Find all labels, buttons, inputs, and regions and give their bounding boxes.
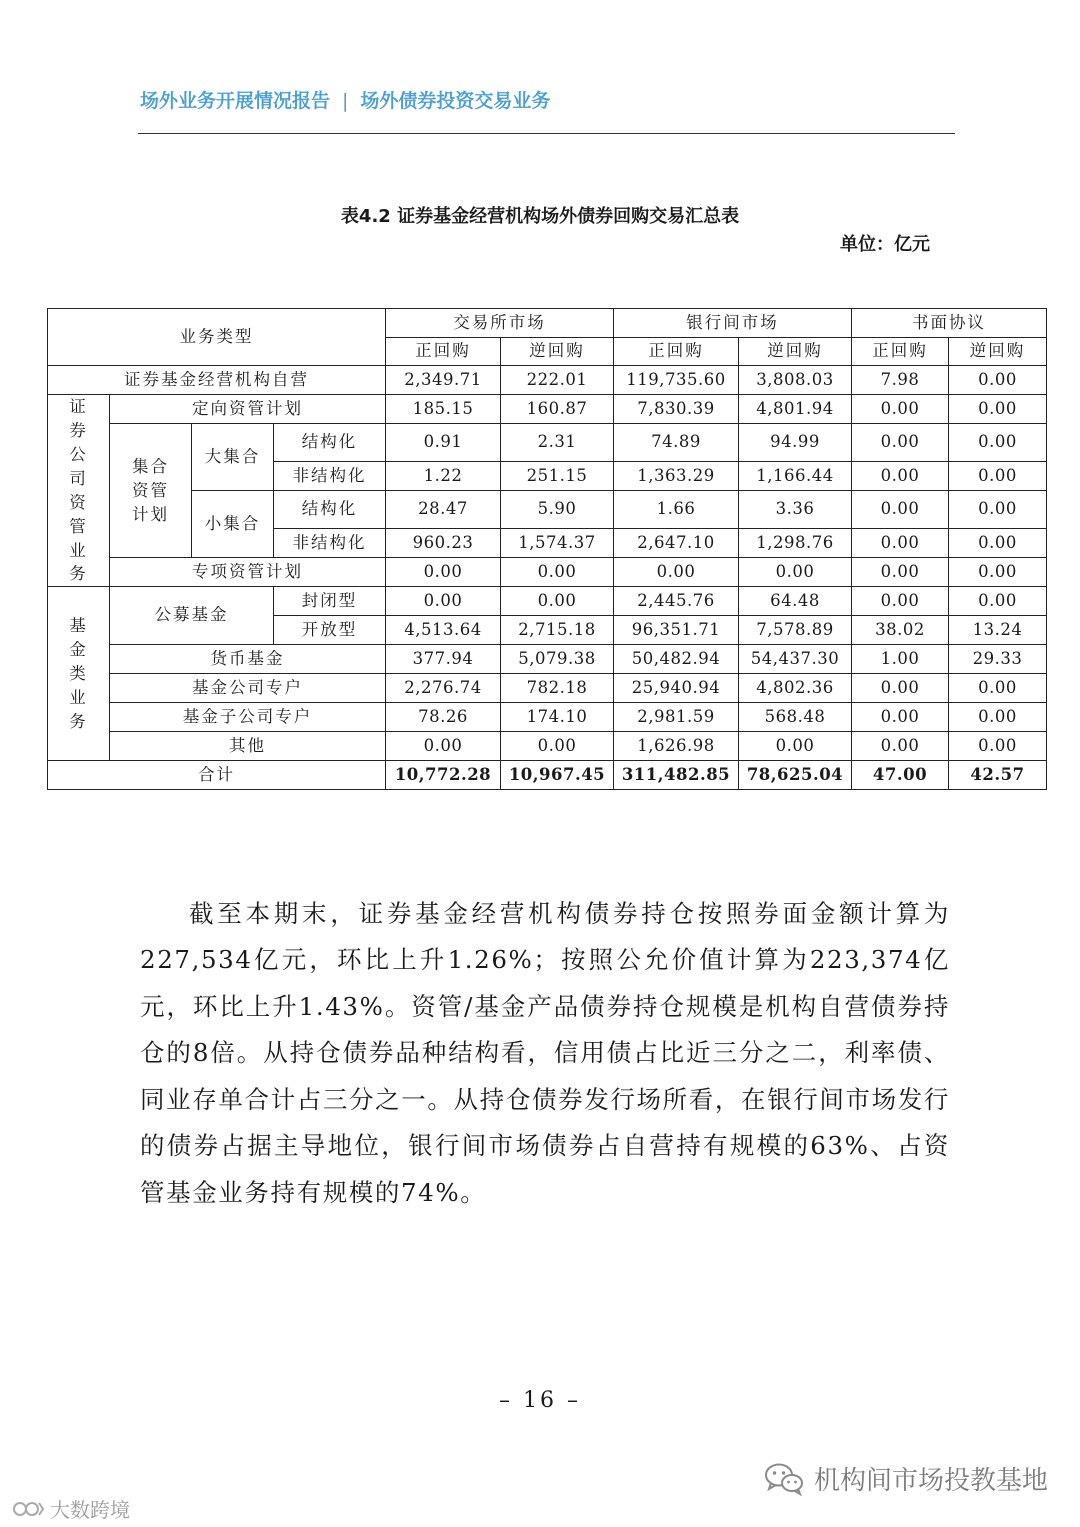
row-label: 其他 bbox=[110, 732, 386, 761]
header-rule bbox=[138, 133, 955, 134]
cell-value: 4,513.64 bbox=[386, 616, 501, 645]
section-fund-business-label: 基金类业务 bbox=[69, 616, 88, 731]
total-value: 10,967.45 bbox=[501, 761, 614, 790]
cell-value: 28.47 bbox=[386, 491, 501, 529]
table-title: 表4.2 证券基金经营机构场外债券回购交易汇总表 bbox=[340, 206, 740, 227]
cell-value: 160.87 bbox=[501, 395, 614, 424]
cell-value: 0.00 bbox=[949, 732, 1047, 761]
cell-value: 2,647.10 bbox=[614, 529, 739, 558]
subheader-reverse-repo: 逆回购 bbox=[739, 338, 852, 366]
cell-value: 0.00 bbox=[949, 395, 1047, 424]
cell-value: 0.00 bbox=[949, 366, 1047, 395]
cell-value: 0.00 bbox=[852, 558, 949, 587]
repo-summary-table bbox=[47, 308, 1047, 790]
header-right: 场外债券投资交易业务 bbox=[360, 90, 551, 112]
cell-value: 0.00 bbox=[949, 462, 1047, 491]
cell-value: 38.02 bbox=[852, 616, 949, 645]
cell-value: 29.33 bbox=[949, 645, 1047, 674]
cell-value: 2,715.18 bbox=[501, 616, 614, 645]
row-label: 结构化 bbox=[274, 491, 386, 529]
header-exchange-market: 交易所市场 bbox=[386, 309, 614, 338]
cell-value: 0.00 bbox=[852, 424, 949, 462]
cell-value: 3.36 bbox=[739, 491, 852, 529]
page-number: – 16 – bbox=[499, 1388, 581, 1413]
table-row bbox=[48, 491, 1047, 529]
cell-value: 0.00 bbox=[386, 732, 501, 761]
cell-value: 960.23 bbox=[386, 529, 501, 558]
table-row bbox=[48, 366, 1047, 395]
cell-value: 4,802.36 bbox=[739, 674, 852, 703]
row-label: 货币基金 bbox=[110, 645, 386, 674]
cell-value: 7,578.89 bbox=[739, 616, 852, 645]
subheader-repo: 正回购 bbox=[852, 338, 949, 366]
cell-value: 7,830.39 bbox=[614, 395, 739, 424]
public-fund-label: 公募基金 bbox=[110, 587, 274, 645]
cell-value: 185.15 bbox=[386, 395, 501, 424]
row-label: 定向资管计划 bbox=[110, 395, 386, 424]
wechat-account-name: 机构间市场投教基地 bbox=[813, 1466, 1048, 1496]
cell-value: 74.89 bbox=[614, 424, 739, 462]
wechat-attribution bbox=[764, 1460, 1048, 1497]
cell-value: 78.26 bbox=[386, 703, 501, 732]
total-label: 合计 bbox=[48, 761, 386, 790]
cell-value: 0.00 bbox=[949, 424, 1047, 462]
cell-value: 0.00 bbox=[852, 529, 949, 558]
total-value: 47.00 bbox=[852, 761, 949, 790]
subheader-reverse-repo: 逆回购 bbox=[501, 338, 614, 366]
table-row bbox=[48, 674, 1047, 703]
cell-value: 174.10 bbox=[501, 703, 614, 732]
header-left: 场外业务开展情况报告 bbox=[140, 90, 331, 112]
cell-value: 2,981.59 bbox=[614, 703, 739, 732]
row-label: 非结构化 bbox=[274, 529, 386, 558]
cell-value: 0.00 bbox=[739, 732, 852, 761]
cell-value: 0.00 bbox=[949, 674, 1047, 703]
table-row bbox=[48, 732, 1047, 761]
row-label: 证券基金经营机构自营 bbox=[48, 366, 386, 395]
cell-value: 25,940.94 bbox=[614, 674, 739, 703]
table-row bbox=[48, 645, 1047, 674]
subheader-repo: 正回购 bbox=[614, 338, 739, 366]
cell-value: 0.00 bbox=[949, 587, 1047, 616]
cell-value: 0.00 bbox=[501, 732, 614, 761]
cell-value: 3,808.03 bbox=[739, 366, 852, 395]
large-collective-label: 大集合 bbox=[192, 424, 274, 491]
cell-value: 1,363.29 bbox=[614, 462, 739, 491]
section-securities-am-label: 证券公司资管业务 bbox=[69, 397, 88, 584]
cell-value: 0.00 bbox=[614, 558, 739, 587]
cell-value: 1,574.37 bbox=[501, 529, 614, 558]
cell-value: 13.24 bbox=[949, 616, 1047, 645]
subheader-repo: 正回购 bbox=[386, 338, 501, 366]
collective-plan-label: 集合资管计划 bbox=[132, 456, 169, 524]
cell-value: 5,079.38 bbox=[501, 645, 614, 674]
cell-value: 782.18 bbox=[501, 674, 614, 703]
header-interbank-market: 银行间市场 bbox=[614, 309, 852, 338]
cell-value: 0.00 bbox=[949, 491, 1047, 529]
total-value: 42.57 bbox=[949, 761, 1047, 790]
cell-value: 0.00 bbox=[949, 529, 1047, 558]
cell-value: 222.01 bbox=[501, 366, 614, 395]
row-label: 专项资管计划 bbox=[110, 558, 386, 587]
page-header bbox=[140, 86, 550, 113]
watermark bbox=[12, 1494, 130, 1523]
cell-value: 2,349.71 bbox=[386, 366, 501, 395]
table-row bbox=[48, 558, 1047, 587]
cell-value: 0.00 bbox=[852, 703, 949, 732]
cell-value: 0.00 bbox=[386, 587, 501, 616]
row-label: 封闭型 bbox=[274, 587, 386, 616]
cell-value: 1.66 bbox=[614, 491, 739, 529]
cell-value: 377.94 bbox=[386, 645, 501, 674]
row-label: 基金子公司专户 bbox=[110, 703, 386, 732]
cell-value: 0.00 bbox=[739, 558, 852, 587]
small-collective-label: 小集合 bbox=[192, 491, 274, 558]
body-paragraph: 截至本期末，证券基金经营机构债券持仓按照券面金额计算为227,534亿元，环比上升1.26%；按照公允价值计算为223,374亿元，环比上升1.43%。资管/基金产品债券持仓规模是机构自营债券持仓的8倍。从持仓债券品种结构看，信用债占比近三分之二，利率债、同业存单合计占三分之一。从持仓债券发行场所看，在银行间市场发行的债券占据主导地位，银行间市场债券占自营持有规模的63%、占资管基金业务持有规模的74%。 bbox=[140, 898, 950, 1207]
cell-value: 0.00 bbox=[949, 703, 1047, 732]
table-unit: 单位：亿元 bbox=[840, 234, 930, 255]
cell-value: 96,351.71 bbox=[614, 616, 739, 645]
cell-value: 1,166.44 bbox=[739, 462, 852, 491]
table-row bbox=[48, 395, 1047, 424]
table-row bbox=[48, 424, 1047, 462]
cell-value: 50,482.94 bbox=[614, 645, 739, 674]
total-value: 10,772.28 bbox=[386, 761, 501, 790]
cell-value: 0.00 bbox=[852, 395, 949, 424]
wechat-icon bbox=[764, 1462, 804, 1496]
row-label: 非结构化 bbox=[274, 462, 386, 491]
cell-value: 119,735.60 bbox=[614, 366, 739, 395]
subheader-reverse-repo: 逆回购 bbox=[949, 338, 1047, 366]
section-securities-am bbox=[48, 395, 110, 587]
cell-value: 0.91 bbox=[386, 424, 501, 462]
table-row bbox=[48, 703, 1047, 732]
cell-value: 0.00 bbox=[949, 558, 1047, 587]
row-label: 结构化 bbox=[274, 424, 386, 462]
cell-value: 0.00 bbox=[386, 558, 501, 587]
cell-value: 0.00 bbox=[852, 674, 949, 703]
table-row bbox=[48, 587, 1047, 616]
watermark-text: 大数跨境 bbox=[50, 1498, 130, 1522]
cell-value: 0.00 bbox=[501, 558, 614, 587]
total-value: 78,625.04 bbox=[739, 761, 852, 790]
row-label: 基金公司专户 bbox=[110, 674, 386, 703]
section-fund-business bbox=[48, 587, 110, 761]
cell-value: 1.00 bbox=[852, 645, 949, 674]
watermark-logo-icon bbox=[12, 1498, 46, 1520]
collective-plan-cell bbox=[110, 424, 192, 558]
cell-value: 568.48 bbox=[739, 703, 852, 732]
cell-value: 7.98 bbox=[852, 366, 949, 395]
header-business-type: 业务类型 bbox=[48, 309, 386, 366]
row-label: 开放型 bbox=[274, 616, 386, 645]
cell-value: 0.00 bbox=[501, 587, 614, 616]
cell-value: 1.22 bbox=[386, 462, 501, 491]
cell-value: 2.31 bbox=[501, 424, 614, 462]
cell-value: 0.00 bbox=[852, 491, 949, 529]
cell-value: 251.15 bbox=[501, 462, 614, 491]
header-written-agreement: 书面协议 bbox=[852, 309, 1047, 338]
cell-value: 1,298.76 bbox=[739, 529, 852, 558]
cell-value: 0.00 bbox=[852, 587, 949, 616]
header-separator: | bbox=[342, 90, 349, 112]
cell-value: 54,437.30 bbox=[739, 645, 852, 674]
cell-value: 4,801.94 bbox=[739, 395, 852, 424]
cell-value: 94.99 bbox=[739, 424, 852, 462]
cell-value: 64.48 bbox=[739, 587, 852, 616]
cell-value: 0.00 bbox=[852, 462, 949, 491]
table-total-row bbox=[48, 761, 1047, 790]
cell-value: 2,276.74 bbox=[386, 674, 501, 703]
total-value: 311,482.85 bbox=[614, 761, 739, 790]
cell-value: 5.90 bbox=[501, 491, 614, 529]
cell-value: 2,445.76 bbox=[614, 587, 739, 616]
cell-value: 1,626.98 bbox=[614, 732, 739, 761]
cell-value: 0.00 bbox=[852, 732, 949, 761]
